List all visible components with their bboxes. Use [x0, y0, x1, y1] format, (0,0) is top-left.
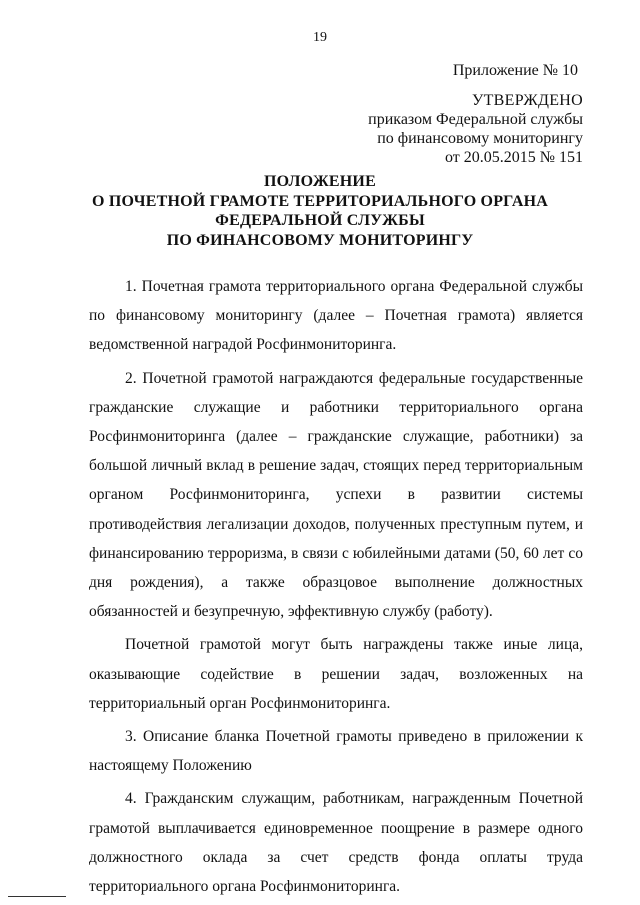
page-number: 19	[313, 30, 327, 45]
approval-line-2: по финансовому мониторингу	[377, 130, 583, 147]
footnote-divider	[8, 896, 66, 897]
attachment-label: Приложение № 10	[452, 62, 578, 79]
paragraph-2: 2. Почетной грамотой награждаются федеральные государственные гражданские служащие и работники территориального органа Росфинмониторинга (далее – гражданские служащие, работники) за большой личный вклад в решение задач, стоящих перед территориальным органом Росфинмониторинга, успехи в развитии системы противодействия легализации доходов, полученных преступным путем, и финансированию терроризма, в связи с юбилейными датами (50, 60 лет со дня рождения), а также образцовое выполнение должностных обязанностей и безупречную, эффективную службу (работу).	[89, 369, 583, 621]
paragraph-3: Почетной грамотой могут быть награждены также иные лица, оказывающие содействие в решении задач, возложенных на территориальный орган Росфинмониторинга.	[89, 636, 583, 712]
title-line-2: О ПОЧЕТНОЙ ГРАМОТЕ ТЕРРИТОРИАЛЬНОГО ОРГАНА	[92, 192, 548, 210]
paragraph-4: 3. Описание бланка Почетной грамоты приведено в приложении к настоящему Положению	[89, 728, 583, 775]
document-title	[60, 172, 580, 250]
approval-line-3: от 20.05.2015 № 151	[444, 149, 583, 166]
title-line-4: ПО ФИНАНСОВОМУ МОНИТОРИНГУ	[166, 231, 474, 249]
document-body	[89, 272, 583, 905]
approval-block	[323, 91, 583, 167]
paragraph-5: 4. Гражданским служащим, работникам, награжденным Почетной грамотой выплачивается единовременное поощрение в размере одного должностного оклада за счет средств фонда оплаты труда территориального органа Росфинмониторинга.	[89, 790, 583, 896]
title-line-3: ФЕДЕРАЛЬНОЙ СЛУЖБЫ	[215, 212, 425, 229]
approval-stamp-text: УТВЕРЖДЕНО	[471, 92, 583, 109]
approval-line-1: приказом Федеральной службы	[368, 111, 583, 128]
paragraph-1: 1. Почетная грамота территориального органа Федеральной службы по финансовому мониторингу (далее – Почетная грамота) является ведомственной наградой Росфинмониторинга.	[89, 278, 583, 354]
title-line-1: ПОЛОЖЕНИЕ	[264, 173, 376, 190]
